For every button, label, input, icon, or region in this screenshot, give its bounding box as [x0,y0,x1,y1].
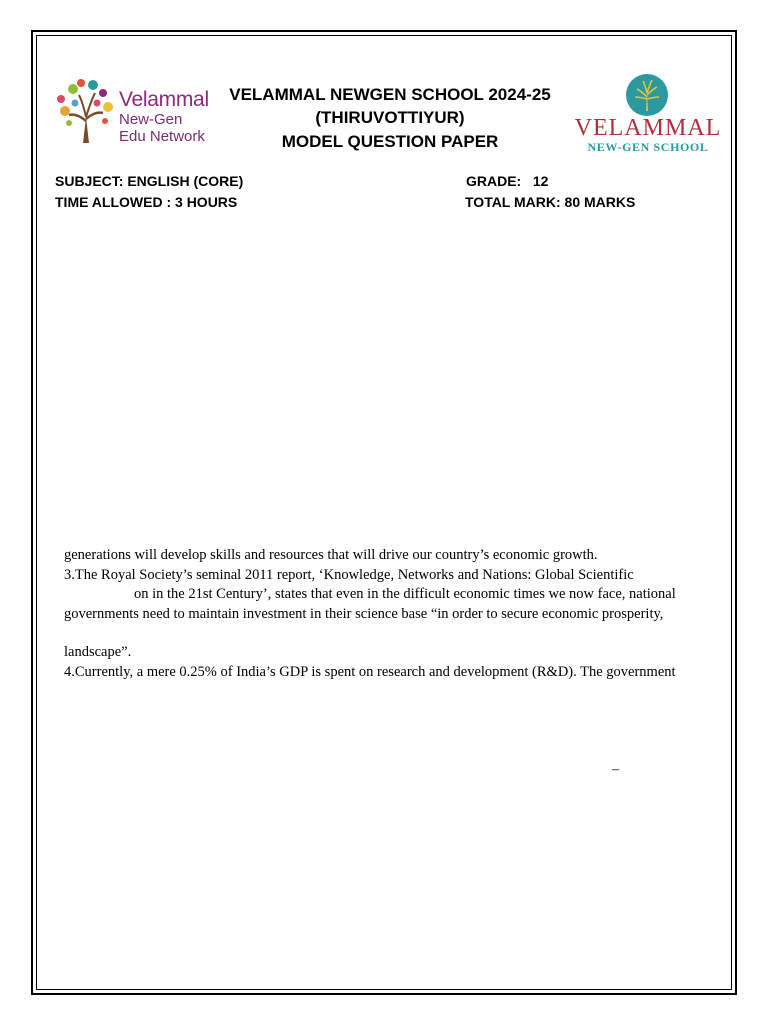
logo-right-tagline: NEW-GEN SCHOOL [587,140,709,154]
paper-title-heading: MODEL QUESTION PAPER [281,132,499,151]
tree-circle-logo-icon [625,73,669,117]
subject-label: SUBJECT: ENGLISH (CORE) [55,173,244,189]
logo-left-line2: New-Gen [119,111,183,128]
logo-right-wordmark: VELAMMAL [574,115,722,141]
logo-left-line1: Velammal [119,88,209,111]
tree-logo-icon [53,77,119,147]
school-name-heading: VELAMMAL NEWGEN SCHOOL 2024-25 [229,85,551,104]
velammal-new-gen-school-logo [568,72,728,154]
velammal-edu-network-logo [49,73,207,151]
logo-left-line3: Edu Network [119,128,205,145]
campus-heading: (THIRUVOTTIYUR) [315,108,465,127]
body-line: landscape”. [64,644,132,660]
body-line: 4.Currently, a mere 0.25% of India’s GDP is spent on research and development (R&D). The government [64,664,676,680]
total-marks-label: TOTAL MARK: 80 MARKS [465,194,636,210]
body-line: 3.The Royal Society’s seminal 2011 report, ‘Knowledge, Networks and Nations: Global Scientific [64,567,634,583]
grade-label: GRADE: 12 [466,173,549,189]
time-allowed-label: TIME ALLOWED : 3 HOURS [55,194,238,210]
body-line: governments need to maintain investment in their science base “in order to secure economic prosperity, [64,606,664,622]
body-line: on in the 21st Century’, states that even in the difficult economic times we now face, national [134,586,676,602]
body-line: generations will develop skills and resources that will drive our country’s economic growth. [64,547,598,563]
trailing-dash: – [612,762,619,777]
